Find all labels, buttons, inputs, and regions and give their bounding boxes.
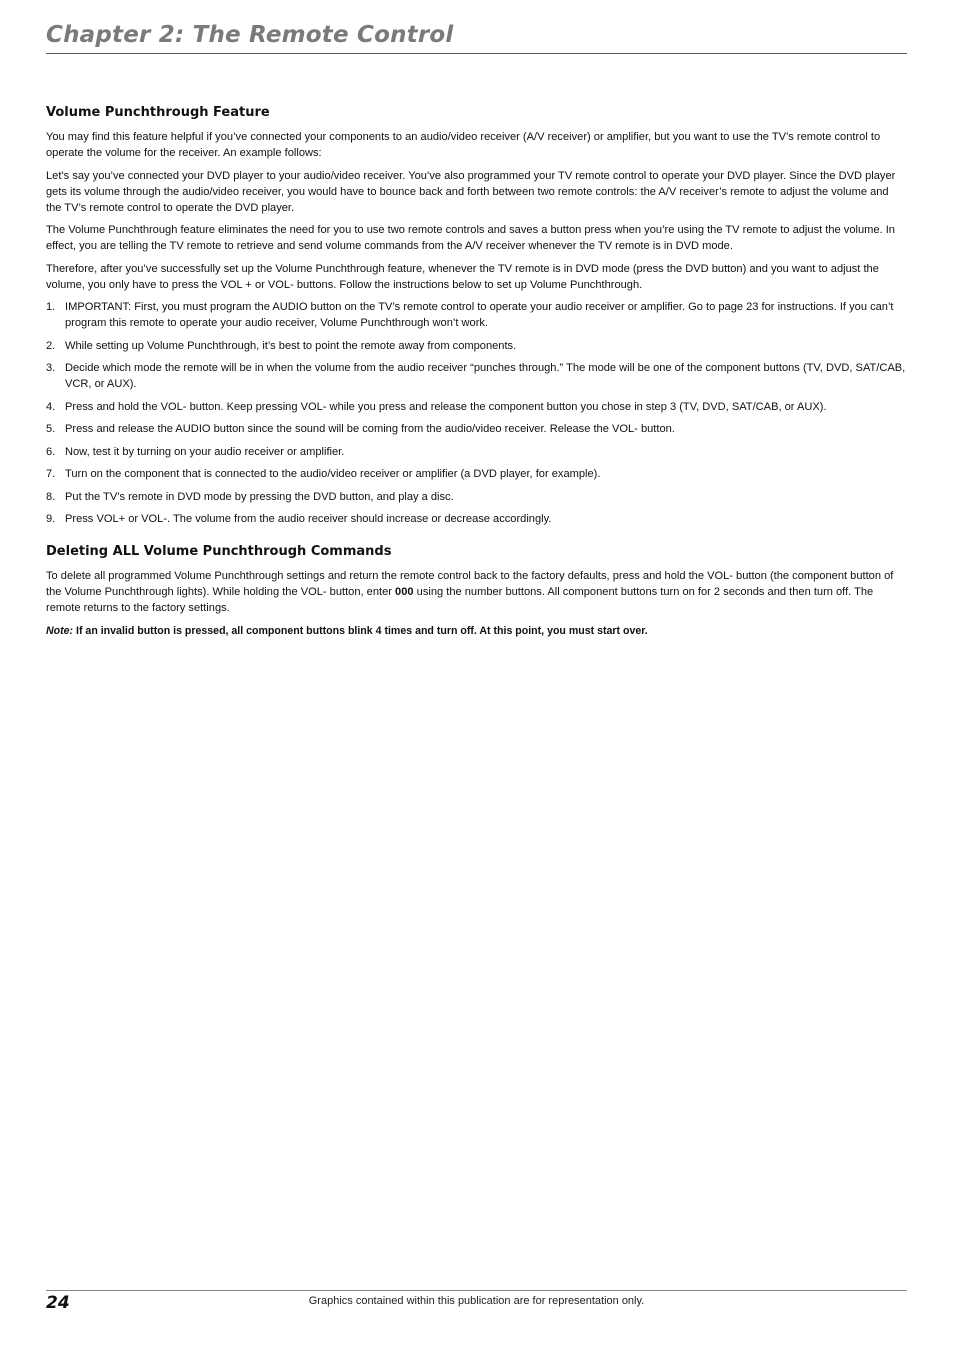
step-text: Turn on the component that is connected to the audio/video receiver or amplifier (a DVD player, for example). (65, 468, 601, 480)
step-text: Put the TV’s remote in DVD mode by pressing the DVD button, and play a disc. (65, 490, 454, 503)
paragraph: Let’s say you’ve connected your DVD player to your audio/video receiver. You’ve also programmed your TV remote control to operate your DVD player. Since the DVD player gets its volume through the audio/video receiver, you would have to bounce back and forth between two remote controls: the A/V receiver’s remote to adjust the volume and the TV’s remote control to operate the DVD player. (46, 169, 896, 214)
list-item (46, 399, 907, 415)
note-label: Note: (46, 624, 74, 637)
paragraph-text: To delete all programmed Volume Punchthrough settings and return the remote control back to the factory defaults, press and hold the VOL- button (the component button of the Volume Punchthrough lights). While holding the VOL- button, enter (46, 570, 894, 598)
page-content (46, 104, 907, 645)
list-item (46, 299, 907, 331)
header-divider (46, 53, 907, 54)
step-number: 4. (46, 400, 56, 413)
chapter-title: Chapter 2: The Remote Control (46, 22, 454, 48)
list-item (46, 466, 907, 482)
step-text: While setting up Volume Punchthrough, it’s best to point the remote away from components. (65, 339, 517, 352)
page-number: 24 (46, 1293, 70, 1313)
step-number: 9. (46, 513, 56, 525)
list-item (46, 489, 907, 505)
paragraph: Therefore, after you’ve successfully set up the Volume Punchthrough feature, whenever the TV remote is in DVD mode (press the DVD button) and you want to adjust the volume, you only have to press the VOL + or VOL- buttons. Follow the instructions below to set up Volume Punchthrough. (46, 262, 879, 291)
paragraph-text: using the number buttons. All component buttons turn on for 2 seconds and then turn off. The remote returns to the factory settings. (46, 586, 874, 614)
section-heading-volume-punchthrough: Volume Punchthrough Feature (46, 105, 270, 120)
step-text: Press and hold the VOL- button. Keep pressing VOL- while you press and release the component button you chose in step 3 (TV, DVD, SAT/CAB, or AUX). (65, 400, 827, 413)
section-heading-deleting: Deleting ALL Volume Punchthrough Commands (46, 544, 392, 559)
note-text: If an invalid button is pressed, all component buttons blink 4 times and turn off. At this point, you must start over. (73, 624, 648, 637)
list-item (46, 338, 907, 354)
list-item (46, 360, 907, 392)
footer-divider (46, 1290, 907, 1291)
step-number: 7. (46, 468, 56, 480)
setup-steps-list (46, 299, 907, 527)
note (46, 623, 907, 639)
step-text: Now, test it by turning on your audio receiver or amplifier. (65, 445, 345, 458)
paragraph: The Volume Punchthrough feature eliminates the need for you to use two remote controls and saves a button press when you’re using the TV remote to adjust the volume. In effect, you are telling the TV remote to retrieve and send volume commands from the A/V receiver whenever the TV remote is in DVD mode. (46, 224, 895, 252)
step-text: Press VOL+ or VOL-. The volume from the audio receiver should increase or decrease accordingly. (65, 513, 552, 525)
step-number: 8. (46, 490, 56, 503)
step-number: 1. (46, 301, 56, 313)
step-text: Decide which mode the remote will be in when the volume from the audio receiver “punches through.” The mode will be one of the component buttons (TV, DVD, SAT/CAB, VCR, or AUX). (65, 362, 906, 390)
step-text: Press and release the AUDIO button since the sound will be coming from the audio/video receiver. Release the VOL- button. (65, 423, 675, 435)
footer-disclaimer: Graphics contained within this publication are for representation only. (308, 1295, 645, 1307)
step-number: 5. (46, 423, 56, 435)
code-text: 000 (395, 586, 414, 598)
paragraph: You may find this feature helpful if you’ve connected your components to an audio/video receiver (A/V receiver) or amplifier, but you want to use the TV’s remote control to operate the volume for the receiver. An example follows: (46, 131, 881, 159)
paragraph-deleting (46, 568, 907, 616)
list-item (46, 421, 907, 437)
list-item (46, 511, 907, 527)
step-number: 6. (46, 445, 56, 458)
step-number: 3. (46, 362, 56, 374)
step-text: IMPORTANT: First, you must program the AUDIO button on the TV’s remote control to operate your audio receiver or amplifier. Go to page 23 for instructions. If you can’t program this remote to operate your audio receiver, Volume Punchthrough won’t work. (65, 301, 894, 329)
step-number: 2. (46, 339, 56, 352)
list-item (46, 444, 907, 460)
